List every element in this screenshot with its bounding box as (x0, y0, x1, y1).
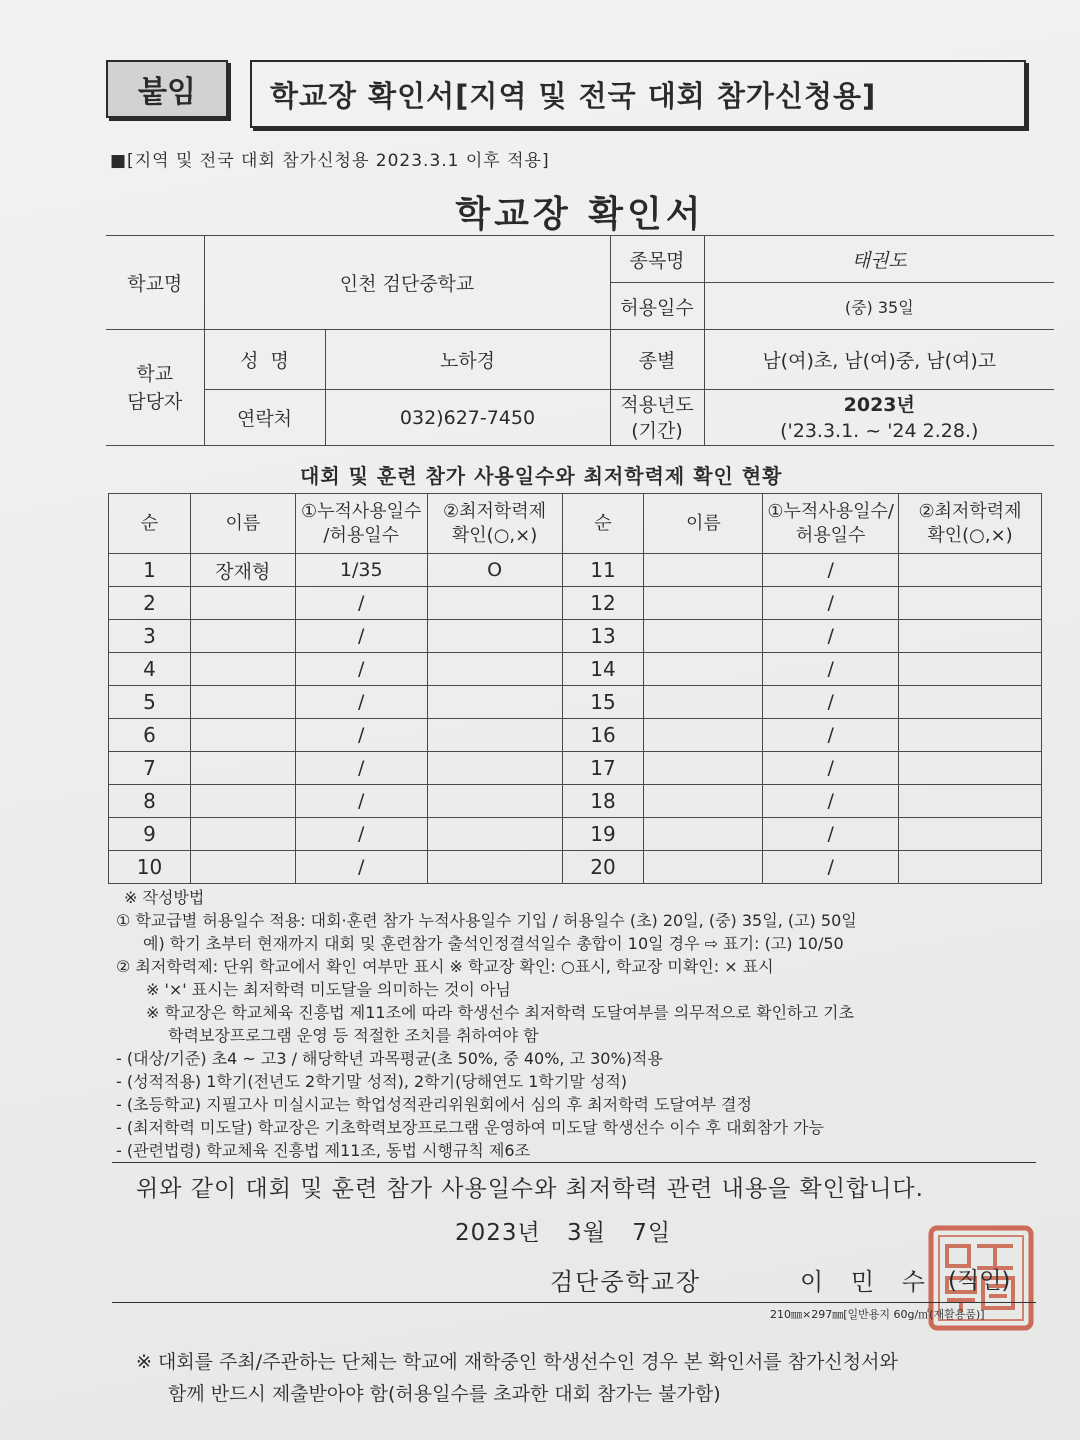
year-label (610, 390, 704, 446)
contact-label: 연락처 (204, 390, 325, 446)
seal-label: (직인) (948, 1268, 1011, 1294)
table-cell-days: / (295, 686, 427, 719)
name-label: 성 명 (204, 330, 325, 390)
table-cell-name (190, 620, 295, 653)
table-row (109, 587, 1042, 620)
table-cell-name (644, 587, 763, 620)
signing-date: 2023년 3월 7일 (455, 1220, 672, 1246)
table-cell-name (644, 554, 763, 587)
contact-value: 032)627-7450 (325, 390, 610, 446)
table-cell-check (899, 719, 1042, 752)
table-cell-n: 16 (562, 719, 644, 752)
note-2b: ※ 학교장은 학교체육 진흥법 제11조에 따라 학생선수 최저학력 도달여부를 의무적으로 확인하고 기초 (146, 1003, 854, 1022)
divider (112, 1162, 1036, 1163)
table-cell-name (190, 686, 295, 719)
note-1-example: 예) 학기 초부터 현재까지 대회 및 훈련참가 출석인정결석일수 총합이 10일 경우 ⇨ 표기: (고) 10/50 (143, 934, 844, 953)
table-row (109, 851, 1042, 884)
table-cell-days: / (295, 719, 427, 752)
page-title: 학교장 확인서 (455, 194, 705, 235)
table-cell-check (899, 818, 1042, 851)
table-cell-days: / (763, 752, 899, 785)
footer-note (136, 1346, 898, 1410)
table-cell-n: 14 (562, 653, 644, 686)
applicability-note: ■[지역 및 전국 대회 참가신청용 2023.3.1 이후 적용] (110, 151, 550, 171)
table-cell-check (427, 620, 562, 653)
table-cell-n: 18 (562, 785, 644, 818)
principal-name: 이 민 수 (800, 1268, 935, 1296)
table-cell-days: / (763, 818, 899, 851)
school-label: 학교명 (106, 236, 204, 330)
allowed-days-label: 허용일수 (610, 283, 704, 330)
year-value-line1: 2023년 (843, 393, 915, 416)
sport-value: 태권도 (704, 236, 1054, 283)
footer-line-2: 함께 반드시 제출받아야 함(허용일수를 초과한 대회 참가는 불가함) (168, 1383, 721, 1405)
table-cell-n: 7 (109, 752, 191, 785)
note-detail-2: - (성적적용) 1학기(전년도 2학기말 성적), 2학기(당해연도 1학기말 성적) (116, 1072, 628, 1091)
footer-line-1: ※ 대회를 주최/주관하는 단체는 학교에 재학중인 학생선수인 경우 본 확인서를 참가신청서와 (136, 1351, 898, 1373)
table-cell-n: 2 (109, 587, 191, 620)
table-cell-check (427, 752, 562, 785)
table-cell-days: / (295, 620, 427, 653)
table-cell-days: / (295, 818, 427, 851)
table-cell-n: 12 (562, 587, 644, 620)
table-cell-n: 13 (562, 620, 644, 653)
table-cell-n: 20 (562, 851, 644, 884)
table-cell-n: 11 (562, 554, 644, 587)
table-cell-name (644, 686, 763, 719)
note-1: ① 학교급별 허용일수 적용: 대회·훈련 참가 누적사용일수 기입 / 허용일수 (초) 20일, (중) 35일, (고) 50일 (116, 911, 857, 930)
table-header-row (109, 494, 1042, 554)
table-cell-n: 9 (109, 818, 191, 851)
table-cell-days: / (295, 851, 427, 884)
note-detail-5: - (관련법령) 학교체육 진흥법 제11조, 동법 시행규칙 제6조 (116, 1141, 531, 1160)
table-row (109, 686, 1042, 719)
year-label-line1: 적용년도 (620, 393, 694, 416)
header-cell: 이름 (190, 494, 295, 554)
table-cell-name (644, 785, 763, 818)
table-cell-name (644, 719, 763, 752)
table-cell-check (899, 785, 1042, 818)
school-principal-title: 검단중학교장 (550, 1268, 702, 1296)
bottom-divider (112, 1302, 1036, 1303)
header-cell: 순 (562, 494, 644, 554)
table-cell-check: O (427, 554, 562, 587)
year-value-line2: ('23.3.1. ~ '24 2.28.) (780, 419, 979, 442)
table-row (109, 719, 1042, 752)
notes-heading: ※ 작성방법 (124, 888, 205, 907)
note-detail-4: - (최저학력 미도달) 학교장은 기초학력보장프로그램 운영하여 미도달 학생선수 이수 후 대회참가 가능 (116, 1118, 824, 1137)
note-2a: ※ '×' 표시는 최저학력 미도달을 의미하는 것이 아님 (146, 980, 511, 999)
table-cell-check (899, 554, 1042, 587)
header-cell: 이름 (644, 494, 763, 554)
table-cell-days: / (763, 620, 899, 653)
table-cell-check (427, 653, 562, 686)
table-cell-name (644, 818, 763, 851)
instructions (116, 886, 1046, 1162)
table-cell-name (644, 851, 763, 884)
table-cell-name (644, 620, 763, 653)
table-cell-name (190, 653, 295, 686)
table-cell-check (427, 587, 562, 620)
header-cell: ①누적사용일수 /허용일수 (295, 494, 427, 554)
table-row (109, 620, 1042, 653)
sport-label: 종목명 (610, 236, 704, 283)
table-cell-name (644, 752, 763, 785)
table-cell-days: / (295, 587, 427, 620)
table-cell-name (190, 752, 295, 785)
header-cell: 순 (109, 494, 191, 554)
table-cell-name (644, 653, 763, 686)
table-cell-days: / (763, 686, 899, 719)
table-cell-days: / (295, 752, 427, 785)
table-row (109, 653, 1042, 686)
header-title: 학교장 확인서[지역 및 전국 대회 참가신청용] (250, 60, 1026, 128)
school-value: 인천 검단중학교 (204, 236, 610, 330)
table-cell-check (899, 587, 1042, 620)
table-cell-n: 8 (109, 785, 191, 818)
table-cell-n: 6 (109, 719, 191, 752)
table-cell-days: 1/35 (295, 554, 427, 587)
paper-spec: 210㎜×297㎜[일반용지 60g/㎡(재활용품)] (770, 1308, 985, 1321)
table-cell-n: 5 (109, 686, 191, 719)
header-cell: ①누적사용일수/ 허용일수 (763, 494, 899, 554)
gender-value: 남(여)초, 남(여)중, 남(여)고 (704, 330, 1054, 390)
table-cell-days: / (295, 785, 427, 818)
info-table (106, 235, 1054, 446)
table-cell-n: 19 (562, 818, 644, 851)
year-value (704, 390, 1054, 446)
table-cell-n: 3 (109, 620, 191, 653)
table-row (109, 554, 1042, 587)
header-cell: ②최저학력제 확인(○,×) (899, 494, 1042, 554)
table-cell-n: 4 (109, 653, 191, 686)
name-value: 노하경 (325, 330, 610, 390)
table-cell-check (427, 719, 562, 752)
table-cell-days: / (295, 653, 427, 686)
table-cell-check (899, 686, 1042, 719)
table-cell-check (427, 686, 562, 719)
table-cell-check (899, 851, 1042, 884)
note-2c: 학력보장프로그램 운영 등 적절한 조치를 취하여야 함 (168, 1026, 539, 1045)
table-cell-name (190, 587, 295, 620)
manager-label: 학교 담당자 (106, 330, 204, 446)
header-cell: ②최저학력제 확인(○,×) (427, 494, 562, 554)
table-cell-name (190, 785, 295, 818)
gender-label: 종별 (610, 330, 704, 390)
table-cell-name (190, 851, 295, 884)
table-cell-days: / (763, 851, 899, 884)
table-cell-check (427, 851, 562, 884)
table-cell-days: / (763, 785, 899, 818)
year-label-line2: (기간) (631, 419, 683, 442)
table-cell-check (899, 752, 1042, 785)
table-cell-n: 17 (562, 752, 644, 785)
table-cell-check (899, 653, 1042, 686)
table-cell-name: 장재형 (190, 554, 295, 587)
table-cell-n: 15 (562, 686, 644, 719)
table-cell-days: / (763, 653, 899, 686)
table-row (109, 818, 1042, 851)
table-cell-n: 1 (109, 554, 191, 587)
table-cell-days: / (763, 587, 899, 620)
confirmation-statement: 위와 같이 대회 및 훈련 참가 사용일수와 최저학력 관련 내용을 확인합니다. (136, 1176, 924, 1202)
note-detail-3: - (초등학교) 지필고사 미실시교는 학업성적관리위원회에서 심의 후 최저학력 도달여부 결정 (116, 1095, 752, 1114)
table-cell-days: / (763, 554, 899, 587)
table-cell-name (190, 719, 295, 752)
participation-table (108, 493, 1042, 884)
table-cell-check (899, 620, 1042, 653)
note-detail-1: - (대상/기준) 초4 ~ 고3 / 해당학년 과목평균(초 50%, 중 40%, 고 30%)적용 (116, 1049, 663, 1068)
table-row (109, 752, 1042, 785)
note-2: ② 최저학력제: 단위 학교에서 확인 여부만 표시 ※ 학교장 확인: ○표시, 학교장 미확인: × 표시 (116, 957, 774, 976)
attachment-tag: 붙임 (106, 60, 228, 118)
table-row (109, 785, 1042, 818)
allowed-days-value: (중) 35일 (704, 283, 1054, 330)
table-cell-check (427, 818, 562, 851)
section-title: 대회 및 훈련 참가 사용일수와 최저학력제 확인 현황 (300, 464, 783, 488)
table-cell-check (427, 785, 562, 818)
table-cell-n: 10 (109, 851, 191, 884)
table-cell-days: / (763, 719, 899, 752)
table-cell-name (190, 818, 295, 851)
